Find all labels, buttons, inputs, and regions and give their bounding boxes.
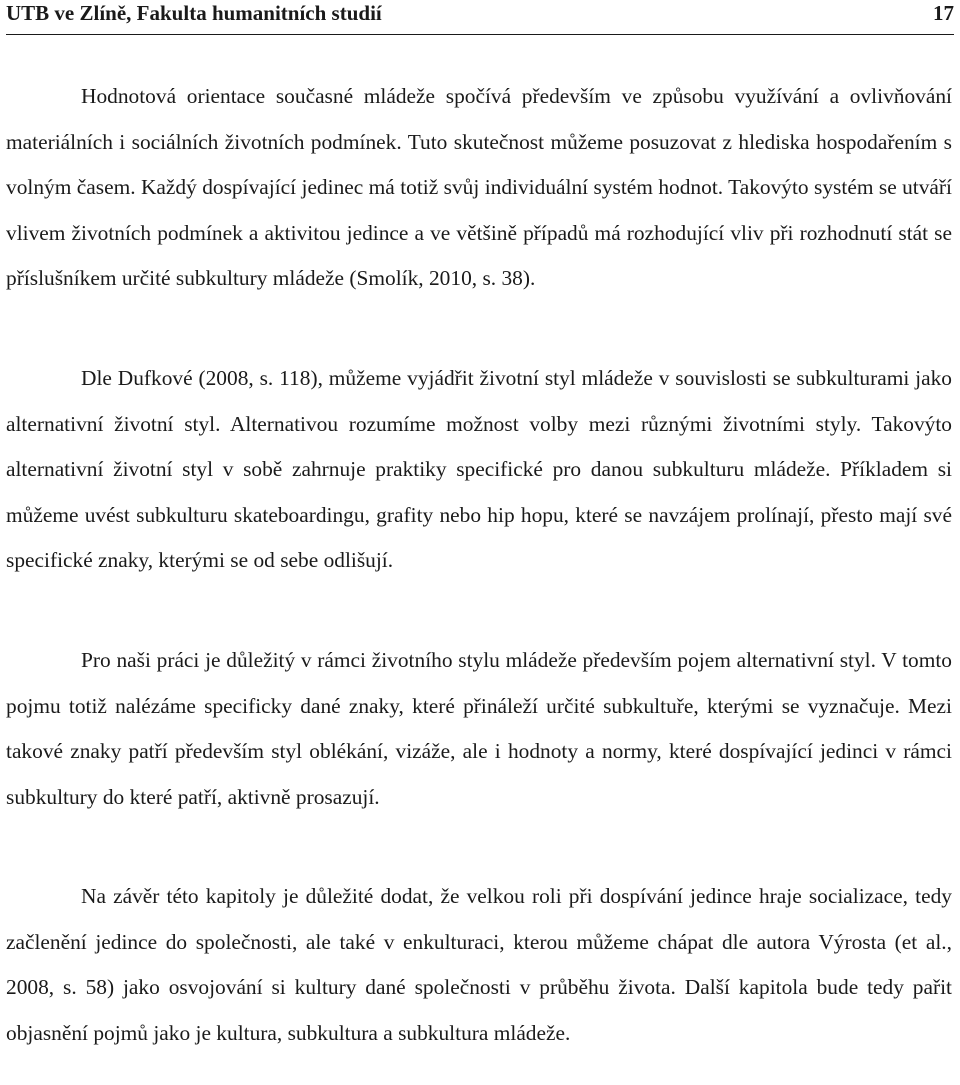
paragraph-2-block <box>6 356 952 584</box>
paragraph: Hodnotová orientace současné mládeže spočívá především ve způsobu využívání a ovlivňování materiálních i sociálních životních podmínek. Tuto skutečnost můžeme posuzovat z hlediska hospodařením s volným časem. Každý dospívající jedinec má totiž svůj individuální systém hodnot. Takovýto systém se utváří vlivem životních podmínek a aktivitou jedince a ve většině případů má rozhodující vliv při rozhodnutí stát se příslušníkem určité subkultury mládeže (Smolík, 2010, s. 38). <box>6 84 952 291</box>
paragraph-4-block <box>6 874 952 1056</box>
paragraph: Pro naši práci je důležitý v rámci životního stylu mládeže především pojem alternativní styl. V tomto pojmu totiž nalézáme specificky dané znaky, které přináleží určité subkultuře, kterými se vyznačuje. Mezi takové znaky patří především styl oblékání, vizáže, ale i hodnoty a normy, které dospívající jedinci v rámci subkultury do které patří, aktivně prosazují. <box>6 648 952 809</box>
page-number: 17 <box>933 1 954 25</box>
paragraph: Na závěr této kapitoly je důležité dodat, že velkou roli při dospívání jedince hraje socializace, tedy začlenění jedince do společnosti, ale také v enkulturaci, kterou můžeme chápat dle autora Výrosta (et al., 2008, s. 58) jako osvojování si kultury dané společnosti v průběhu života. Další kapitola bude tedy pařit objasnění pojmů jako je kultura, subkultura a subkultura mládeže. <box>6 884 952 1045</box>
paragraph-1-block <box>6 74 952 302</box>
paragraph: Dle Dufkové (2008, s. 118), můžeme vyjádřit životní styl mládeže v souvislosti se subkulturami jako alternativní životní styl. Alternativou rozumíme možnost volby mezi různými životními styly. Takovýto alternativní životní styl v sobě zahrnuje praktiky specifické pro danou subkulturu mládeže. Příkladem si můžeme uvést subkulturu skateboardingu, grafity nebo hip hopu, které se navzájem prolínají, přesto mají své specifické znaky, kterými se od sebe odlišují. <box>6 366 952 573</box>
header-title: UTB ve Zlíně, Fakulta humanitních studií <box>6 1 382 25</box>
page-header <box>6 0 954 35</box>
paragraph-3-block <box>6 638 952 820</box>
